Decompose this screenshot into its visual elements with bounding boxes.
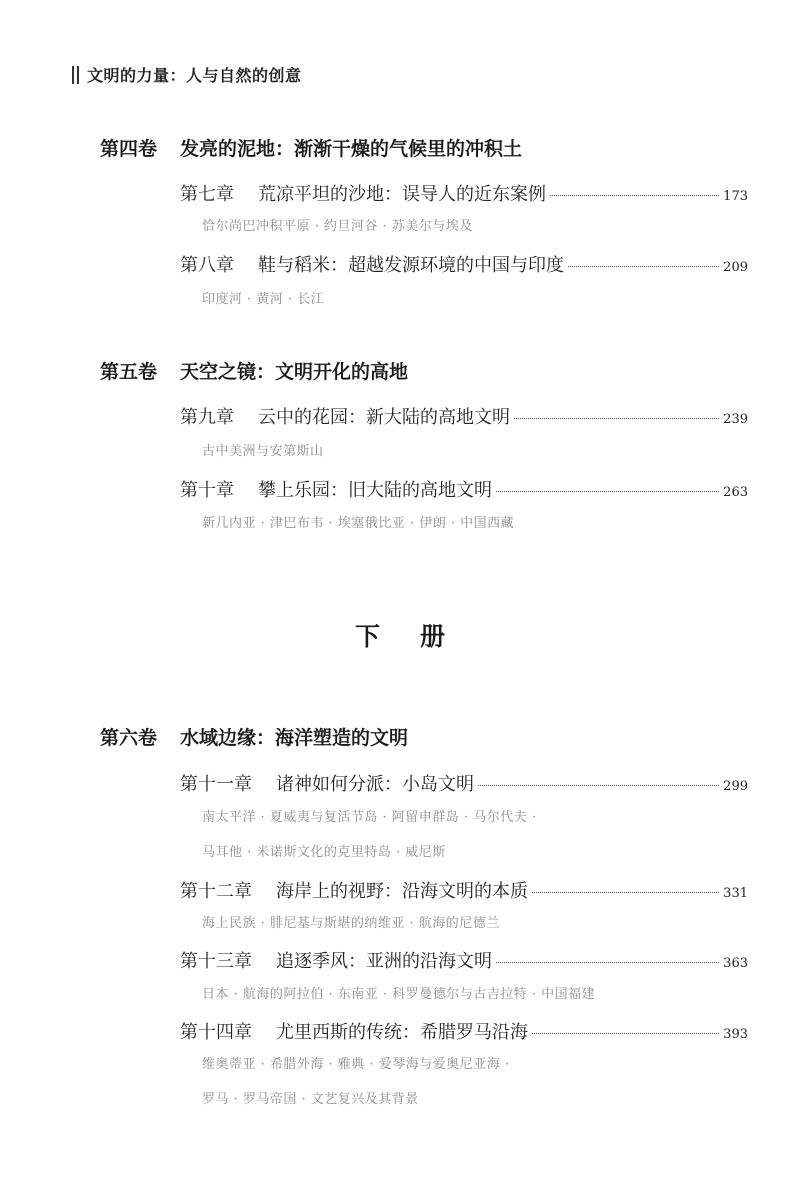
chapter-subtopics: 恰尔尚巴冲积平原 · 约旦河谷 · 苏美尔与埃及 [202, 219, 473, 234]
chapter-title: 诸神如何分派：小岛文明 [276, 774, 474, 795]
chapter-subtopics: 南太平洋 · 夏威夷与复活节岛 · 阿留申群岛 · 马尔代夫 · [202, 810, 537, 825]
volume-title: 水域边缘：海洋塑造的文明 [180, 727, 409, 749]
dot-leader [478, 785, 719, 786]
toc-entry[interactable] [180, 947, 748, 973]
running-head [72, 63, 302, 86]
page-number: 331 [723, 886, 748, 901]
chapter-title: 鞋与稻米：超越发源环境的中国与印度 [258, 255, 564, 276]
chapter-title: 攀上乐园：旧大陆的高地文明 [258, 480, 492, 501]
volume-heading [100, 723, 408, 750]
chapter-title: 追逐季风：亚洲的沿海文明 [276, 951, 492, 972]
toc-entry[interactable] [180, 180, 748, 206]
chapter-number: 第十一章 [180, 774, 252, 795]
chapter-subtopics: 印度河 · 黄河 · 长江 [202, 292, 325, 307]
page-number: 393 [723, 1027, 748, 1042]
dot-leader [496, 962, 719, 963]
toc-entry[interactable] [180, 770, 748, 796]
volume-title: 发亮的泥地：渐渐干燥的气候里的冲积土 [180, 138, 523, 160]
dot-leader [496, 491, 719, 492]
chapter-number: 第七章 [180, 184, 234, 205]
chapter-subtopics: 日本 · 航海的阿拉伯 · 东南亚 · 科罗曼德尔与古吉拉特 · 中国福建 [202, 987, 596, 1002]
chapter-subtopics: 维奥蒂亚 · 希腊外海 · 雅典 · 爱琴海与爱奥尼亚海 · [202, 1057, 510, 1072]
page-number: 299 [723, 779, 748, 794]
volume-heading [100, 134, 522, 161]
page-number: 173 [723, 189, 748, 204]
chapter-number: 第十二章 [180, 881, 252, 902]
dot-leader [532, 892, 719, 893]
part-heading: 下册 [354, 622, 485, 651]
page-number: 263 [723, 485, 748, 500]
volume-number: 第六卷 [100, 727, 158, 749]
dot-leader [514, 418, 719, 419]
toc-entry[interactable] [180, 403, 748, 429]
chapter-number: 第十章 [180, 480, 234, 501]
chapter-number: 第十三章 [180, 951, 252, 972]
chapter-subtopics: 海上民族 · 腓尼基与斯堪的纳维亚 · 航海的尼德兰 [202, 916, 500, 931]
dot-leader [550, 195, 719, 196]
toc-entry[interactable] [180, 1018, 748, 1044]
chapter-number: 第九章 [180, 407, 234, 428]
dot-leader [568, 266, 719, 267]
running-head-bars [72, 66, 79, 84]
chapter-subtopics: 古中美洲与安第斯山 [202, 444, 324, 459]
chapter-title: 海岸上的视野：沿海文明的本质 [276, 881, 528, 902]
chapter-number: 第十四章 [180, 1022, 252, 1043]
book-title: 文明的力量：人与自然的创意 [87, 66, 302, 85]
chapter-title: 荒凉平坦的沙地：误导人的近东案例 [258, 184, 546, 205]
dot-leader [532, 1033, 719, 1034]
page-number: 209 [723, 260, 748, 275]
chapter-title: 尤里西斯的传统：希腊罗马沿海 [276, 1022, 528, 1043]
toc-entry[interactable] [180, 251, 748, 277]
volume-heading [100, 357, 408, 384]
volume-number: 第五卷 [100, 361, 158, 383]
volume-title: 天空之镜：文明开化的高地 [180, 361, 409, 383]
chapter-number: 第八章 [180, 255, 234, 276]
volume-number: 第四卷 [100, 138, 158, 160]
chapter-subtopics: 马耳他 · 米诺斯文化的克里特岛 · 威尼斯 [202, 845, 446, 860]
toc-entry[interactable] [180, 476, 748, 502]
chapter-subtopics: 罗马 · 罗马帝国 · 文艺复兴及其背景 [202, 1092, 419, 1107]
chapter-subtopics: 新几内亚 · 津巴布韦 · 埃塞俄比亚 · 伊朗 · 中国西藏 [202, 516, 515, 531]
chapter-title: 云中的花园：新大陆的高地文明 [258, 407, 510, 428]
page-number: 363 [723, 956, 748, 971]
page-number: 239 [723, 412, 748, 427]
toc-entry[interactable] [180, 877, 748, 903]
